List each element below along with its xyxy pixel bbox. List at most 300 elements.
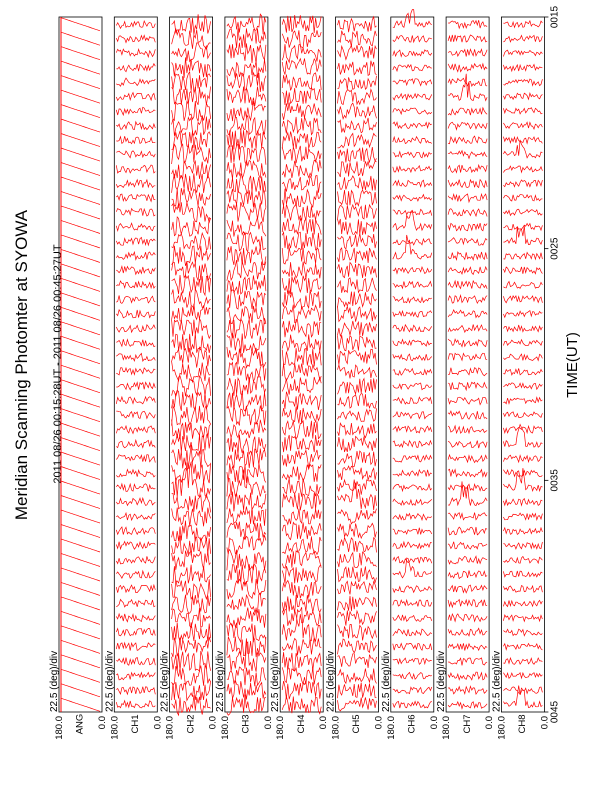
trace-line xyxy=(116,484,155,492)
trace-line xyxy=(338,698,377,711)
trace-line xyxy=(393,643,432,650)
trace-line xyxy=(503,50,542,56)
trace-line xyxy=(282,377,321,395)
panel-ch5 xyxy=(326,17,385,740)
trace-line xyxy=(282,232,321,250)
panel-ch8 xyxy=(491,17,550,740)
trace-line xyxy=(448,35,487,42)
trace-line xyxy=(503,65,542,72)
trace-line xyxy=(282,262,321,279)
panel-name-label: CH1 xyxy=(129,714,141,734)
trace-line xyxy=(282,189,321,207)
trace-line xyxy=(61,684,100,697)
trace-line xyxy=(61,394,100,407)
trace-line xyxy=(448,469,487,477)
trace-line xyxy=(61,640,100,653)
trace-line xyxy=(172,246,211,266)
trace-line xyxy=(61,249,100,262)
trace-line xyxy=(393,499,432,505)
trace-line xyxy=(338,45,377,59)
panel-stack xyxy=(49,10,550,740)
trace-line xyxy=(338,483,377,510)
trace-line xyxy=(116,411,155,418)
trace-line xyxy=(116,296,155,304)
panel-ymin-label: 0.0 xyxy=(484,716,496,730)
panel-scale-label: 22.5 (deg)/div xyxy=(270,650,282,712)
trace-line xyxy=(227,217,266,236)
trace-line xyxy=(282,160,321,178)
trace-line xyxy=(503,108,542,114)
time-range-subtitle: 2011 08/26 00:15:28UT - 2011 08/26 00:45:27UT xyxy=(52,244,64,484)
trace-line xyxy=(448,702,487,709)
panel-scale-label: 22.5 (deg)/div xyxy=(159,650,171,712)
trace-line xyxy=(393,166,432,172)
trace-line xyxy=(448,122,487,129)
trace-line xyxy=(338,581,377,594)
trace-line xyxy=(61,322,100,335)
trace-line xyxy=(116,673,155,680)
trace-line xyxy=(282,509,321,525)
trace-line xyxy=(61,293,100,306)
panel-name-label: CH5 xyxy=(351,714,363,734)
trace-line xyxy=(172,131,211,150)
panel-ch3 xyxy=(215,14,274,740)
trace-line xyxy=(61,481,100,494)
trace-line xyxy=(282,696,321,714)
trace-line xyxy=(503,615,542,621)
trace-line xyxy=(393,281,432,288)
trace-line xyxy=(503,629,542,636)
trace-line xyxy=(448,165,487,172)
trace-line xyxy=(116,180,155,188)
trace-line xyxy=(282,176,321,193)
trace-line xyxy=(393,239,432,245)
trace-line xyxy=(227,667,266,686)
trace-line xyxy=(393,297,432,303)
trace-line xyxy=(393,629,432,636)
panel-ymax-label: 180.0 xyxy=(330,716,342,740)
trace-line xyxy=(448,513,487,520)
trace-line xyxy=(393,325,432,332)
trace-line xyxy=(61,47,100,60)
trace-line xyxy=(338,480,377,495)
panel-ymin-label: 0.0 xyxy=(207,716,219,730)
trace-line xyxy=(282,450,321,468)
trace-line xyxy=(116,64,155,72)
trace-line xyxy=(282,581,321,599)
trace-line xyxy=(61,496,100,509)
trace-line xyxy=(503,542,542,549)
trace-line xyxy=(116,368,155,375)
trace-line xyxy=(393,94,432,100)
trace-line xyxy=(448,78,487,86)
trace-line xyxy=(116,701,155,708)
trace-line xyxy=(61,510,100,523)
trace-line xyxy=(393,586,432,593)
trace-line xyxy=(227,202,266,222)
trace-line xyxy=(503,209,542,215)
trace-line xyxy=(172,521,211,542)
panel-name-label: ANG xyxy=(74,713,86,735)
panel-scale-label: 22.5 (deg)/div xyxy=(49,650,60,712)
trace-line xyxy=(282,392,321,410)
trace-line xyxy=(448,49,487,56)
trace-line xyxy=(61,163,100,176)
trace-line xyxy=(61,467,100,480)
panel-ymin-label: 0.0 xyxy=(152,716,164,730)
panel-scale-label: 22.5 (deg)/div xyxy=(436,650,448,712)
trace-line xyxy=(172,275,211,295)
trace-line xyxy=(61,90,100,103)
trace-line xyxy=(393,180,432,187)
trace-line xyxy=(116,339,155,346)
trace-line xyxy=(116,498,155,505)
trace-line xyxy=(393,35,432,42)
trace-line xyxy=(393,383,432,390)
panel-ymax-label: 180.0 xyxy=(54,716,65,740)
trace-line xyxy=(393,122,432,129)
trace-line xyxy=(282,464,321,481)
panel-name-label: CH7 xyxy=(461,714,473,734)
trace-line xyxy=(116,223,155,231)
trace-line xyxy=(116,658,155,666)
trace-line xyxy=(338,321,377,336)
trace-line xyxy=(116,542,155,550)
trace-line xyxy=(393,195,432,201)
trace-line xyxy=(503,468,542,491)
trace-line xyxy=(393,528,432,535)
trace-line xyxy=(172,637,211,657)
trace-line xyxy=(61,655,100,668)
trace-line xyxy=(282,522,321,539)
trace-line xyxy=(227,275,266,294)
trace-line xyxy=(503,658,542,664)
trace-line xyxy=(227,59,266,78)
trace-line xyxy=(338,596,377,611)
trace-line xyxy=(116,614,155,622)
trace-line xyxy=(61,278,100,291)
trace-line xyxy=(338,17,377,32)
trace-line xyxy=(227,420,266,438)
trace-line xyxy=(503,412,542,418)
trace-line xyxy=(448,64,487,72)
trace-line xyxy=(116,440,155,448)
panel-name-label: CH8 xyxy=(517,714,529,734)
trace-line xyxy=(338,538,377,553)
trace-line xyxy=(393,108,432,114)
trace-line xyxy=(227,260,266,281)
trace-line xyxy=(172,188,211,208)
trace-line xyxy=(116,643,155,651)
panel-name-label: CH6 xyxy=(406,714,418,734)
trace-line xyxy=(503,180,542,187)
trace-line xyxy=(61,626,100,639)
trace-line xyxy=(338,234,377,249)
panel-ymax-label: 180.0 xyxy=(275,716,287,740)
trace-line xyxy=(61,698,100,711)
x-axis-ticks xyxy=(544,5,560,723)
trace-line xyxy=(503,340,542,346)
trace-line xyxy=(393,514,432,520)
trace-line xyxy=(448,382,487,390)
trace-line xyxy=(448,426,487,433)
trace-line xyxy=(61,192,100,205)
trace-line xyxy=(338,378,377,394)
trace-line xyxy=(393,441,432,448)
trace-line xyxy=(116,122,155,130)
x-axis-label: TIME(UT) xyxy=(564,332,581,398)
trace-line xyxy=(503,571,542,577)
trace-line xyxy=(448,151,487,159)
trace-line xyxy=(61,554,100,567)
trace-line xyxy=(338,248,377,263)
trace-line xyxy=(448,267,487,275)
trace-line xyxy=(393,701,432,708)
trace-line xyxy=(503,226,542,245)
trace-line xyxy=(338,118,377,133)
trace-line xyxy=(227,535,266,554)
trace-line xyxy=(448,600,487,608)
trace-line xyxy=(116,325,155,332)
panel-scale-label: 22.5 (deg)/div xyxy=(325,650,337,712)
panel-name-label: CH4 xyxy=(295,714,307,734)
trace-line xyxy=(338,161,377,177)
trace-line xyxy=(393,369,432,376)
panel-ymin-label: 0.0 xyxy=(428,716,440,730)
trace-line xyxy=(282,117,321,135)
trace-line xyxy=(282,103,321,120)
trace-line xyxy=(448,556,487,564)
trace-line xyxy=(116,470,155,477)
panel-frame xyxy=(446,17,489,712)
trace-line xyxy=(393,50,432,57)
trace-line xyxy=(393,152,432,158)
trace-line xyxy=(172,508,211,527)
trace-line xyxy=(448,108,487,115)
trace-line xyxy=(338,365,377,378)
trace-line xyxy=(61,423,100,436)
trace-line xyxy=(282,30,321,47)
trace-line xyxy=(448,643,487,650)
trace-line xyxy=(61,61,100,74)
panel-frame xyxy=(59,17,102,712)
trace-line xyxy=(503,455,542,462)
trace-line xyxy=(338,349,377,364)
trace-line xyxy=(116,194,155,201)
trace-line xyxy=(282,218,321,234)
trace-line xyxy=(448,628,487,636)
trace-line xyxy=(503,368,542,375)
panel-ymin-label: 0.0 xyxy=(373,716,385,730)
trace-line xyxy=(338,205,377,220)
trace-line xyxy=(503,528,542,535)
trace-line xyxy=(61,119,100,132)
trace-line xyxy=(448,368,487,376)
trace-line xyxy=(393,65,432,71)
trace-line xyxy=(393,687,432,694)
trace-line xyxy=(61,597,100,610)
trace-line xyxy=(448,180,487,188)
trace-line xyxy=(338,147,377,163)
trace-line xyxy=(338,451,377,467)
trace-line xyxy=(338,423,377,438)
trace-line xyxy=(116,585,155,593)
trace-line xyxy=(503,166,542,173)
trace-line xyxy=(448,441,487,449)
trace-line xyxy=(116,78,155,86)
trace-line xyxy=(338,89,377,104)
trace-line xyxy=(116,49,155,57)
trace-line xyxy=(338,190,377,206)
trace-line xyxy=(282,363,321,380)
trace-line xyxy=(338,263,377,278)
trace-line xyxy=(448,339,487,347)
trace-line xyxy=(393,235,432,259)
trace-line xyxy=(227,463,266,483)
chart-title: Meridian Scanning Photomter at SYOWA xyxy=(12,209,31,521)
trace-line xyxy=(503,325,542,332)
trace-line xyxy=(338,31,377,47)
trace-line xyxy=(448,585,487,593)
trace-line xyxy=(227,522,266,541)
trace-line xyxy=(393,397,432,404)
panel-frame xyxy=(391,17,434,712)
trace-line xyxy=(393,672,432,679)
trace-line xyxy=(338,436,377,452)
panel-ymax-label: 180.0 xyxy=(164,716,176,740)
trace-line xyxy=(172,361,211,382)
panel-ch2 xyxy=(160,14,219,739)
trace-line xyxy=(172,72,211,92)
trace-line xyxy=(503,296,542,303)
trace-line xyxy=(172,144,211,164)
trace-line xyxy=(227,608,266,628)
trace-line xyxy=(61,669,100,682)
trace-line xyxy=(448,411,487,419)
trace-line xyxy=(503,122,542,129)
panel-ymin-label: 0.0 xyxy=(539,716,551,730)
trace-line xyxy=(61,235,100,248)
trace-line xyxy=(503,499,542,506)
trace-line xyxy=(61,76,100,89)
trace-line xyxy=(393,615,432,621)
trace-line xyxy=(61,206,100,219)
trace-line xyxy=(61,32,100,45)
trace-line xyxy=(116,136,155,144)
trace-line xyxy=(116,237,155,245)
trace-line xyxy=(282,146,321,163)
trace-line xyxy=(116,397,155,404)
trace-line xyxy=(61,409,100,422)
panel-frame xyxy=(501,17,544,712)
trace-line xyxy=(503,224,542,231)
trace-line xyxy=(448,238,487,246)
trace-line xyxy=(393,558,432,578)
trace-line xyxy=(116,629,155,636)
trace-line xyxy=(338,103,377,119)
trace-line xyxy=(503,557,542,564)
trace-line xyxy=(282,334,321,351)
trace-line xyxy=(172,463,211,498)
trace-line xyxy=(61,307,100,320)
trace-line xyxy=(503,253,542,260)
trace-line xyxy=(448,223,487,231)
trace-line xyxy=(282,319,321,337)
trace-line xyxy=(116,35,155,42)
trace-line xyxy=(503,311,542,318)
trace-line xyxy=(282,58,321,74)
trace-line xyxy=(338,408,377,421)
trace-line xyxy=(448,658,487,666)
trace-line xyxy=(116,353,155,361)
trace-line xyxy=(61,264,100,277)
trace-line xyxy=(282,88,321,105)
trace-line xyxy=(282,305,321,323)
trace-line xyxy=(393,79,432,86)
trace-line xyxy=(116,252,155,260)
trace-line xyxy=(282,276,321,294)
trace-line xyxy=(61,568,100,581)
panel-ymax-label: 180.0 xyxy=(496,716,508,740)
trace-line xyxy=(116,599,155,607)
trace-line xyxy=(448,194,487,202)
panel-scale-label: 22.5 (deg)/div xyxy=(214,650,226,712)
trace-line xyxy=(503,383,542,389)
panel-scale-label: 22.5 (deg)/div xyxy=(104,650,116,712)
trace-line xyxy=(393,354,432,361)
trace-line xyxy=(338,306,377,322)
trace-line xyxy=(503,93,542,99)
trace-line xyxy=(448,136,487,144)
trace-line xyxy=(448,310,487,318)
trace-line xyxy=(393,426,432,433)
trace-line xyxy=(172,116,211,136)
trace-line xyxy=(61,525,100,538)
trace-line xyxy=(393,455,432,462)
trace-line xyxy=(393,137,432,144)
trace-line xyxy=(503,586,542,593)
panel-ymax-label: 180.0 xyxy=(385,716,397,740)
trace-line xyxy=(116,93,155,101)
trace-line xyxy=(503,21,542,28)
trace-line xyxy=(338,76,377,90)
trace-line xyxy=(393,10,432,28)
trace-line xyxy=(172,565,211,584)
trace-line xyxy=(448,672,487,680)
trace-line xyxy=(282,73,321,91)
trace-line xyxy=(503,282,542,289)
trace-line xyxy=(338,133,377,148)
trace-line xyxy=(393,311,432,317)
trace-line xyxy=(338,566,377,582)
trace-line xyxy=(282,681,321,699)
trace-line xyxy=(116,455,155,463)
trace-line xyxy=(448,481,487,505)
trace-line xyxy=(282,551,321,568)
trace-line xyxy=(393,412,432,419)
trace-line xyxy=(448,614,487,622)
trace-line xyxy=(61,582,100,595)
trace-line xyxy=(503,644,542,651)
trace-line xyxy=(393,470,432,477)
trace-line xyxy=(116,513,155,520)
trace-line xyxy=(448,295,487,303)
trace-line xyxy=(116,209,155,217)
trace-line xyxy=(448,571,487,579)
trace-line xyxy=(61,452,100,465)
panel-ch6 xyxy=(381,10,440,740)
trace-line xyxy=(448,353,487,360)
